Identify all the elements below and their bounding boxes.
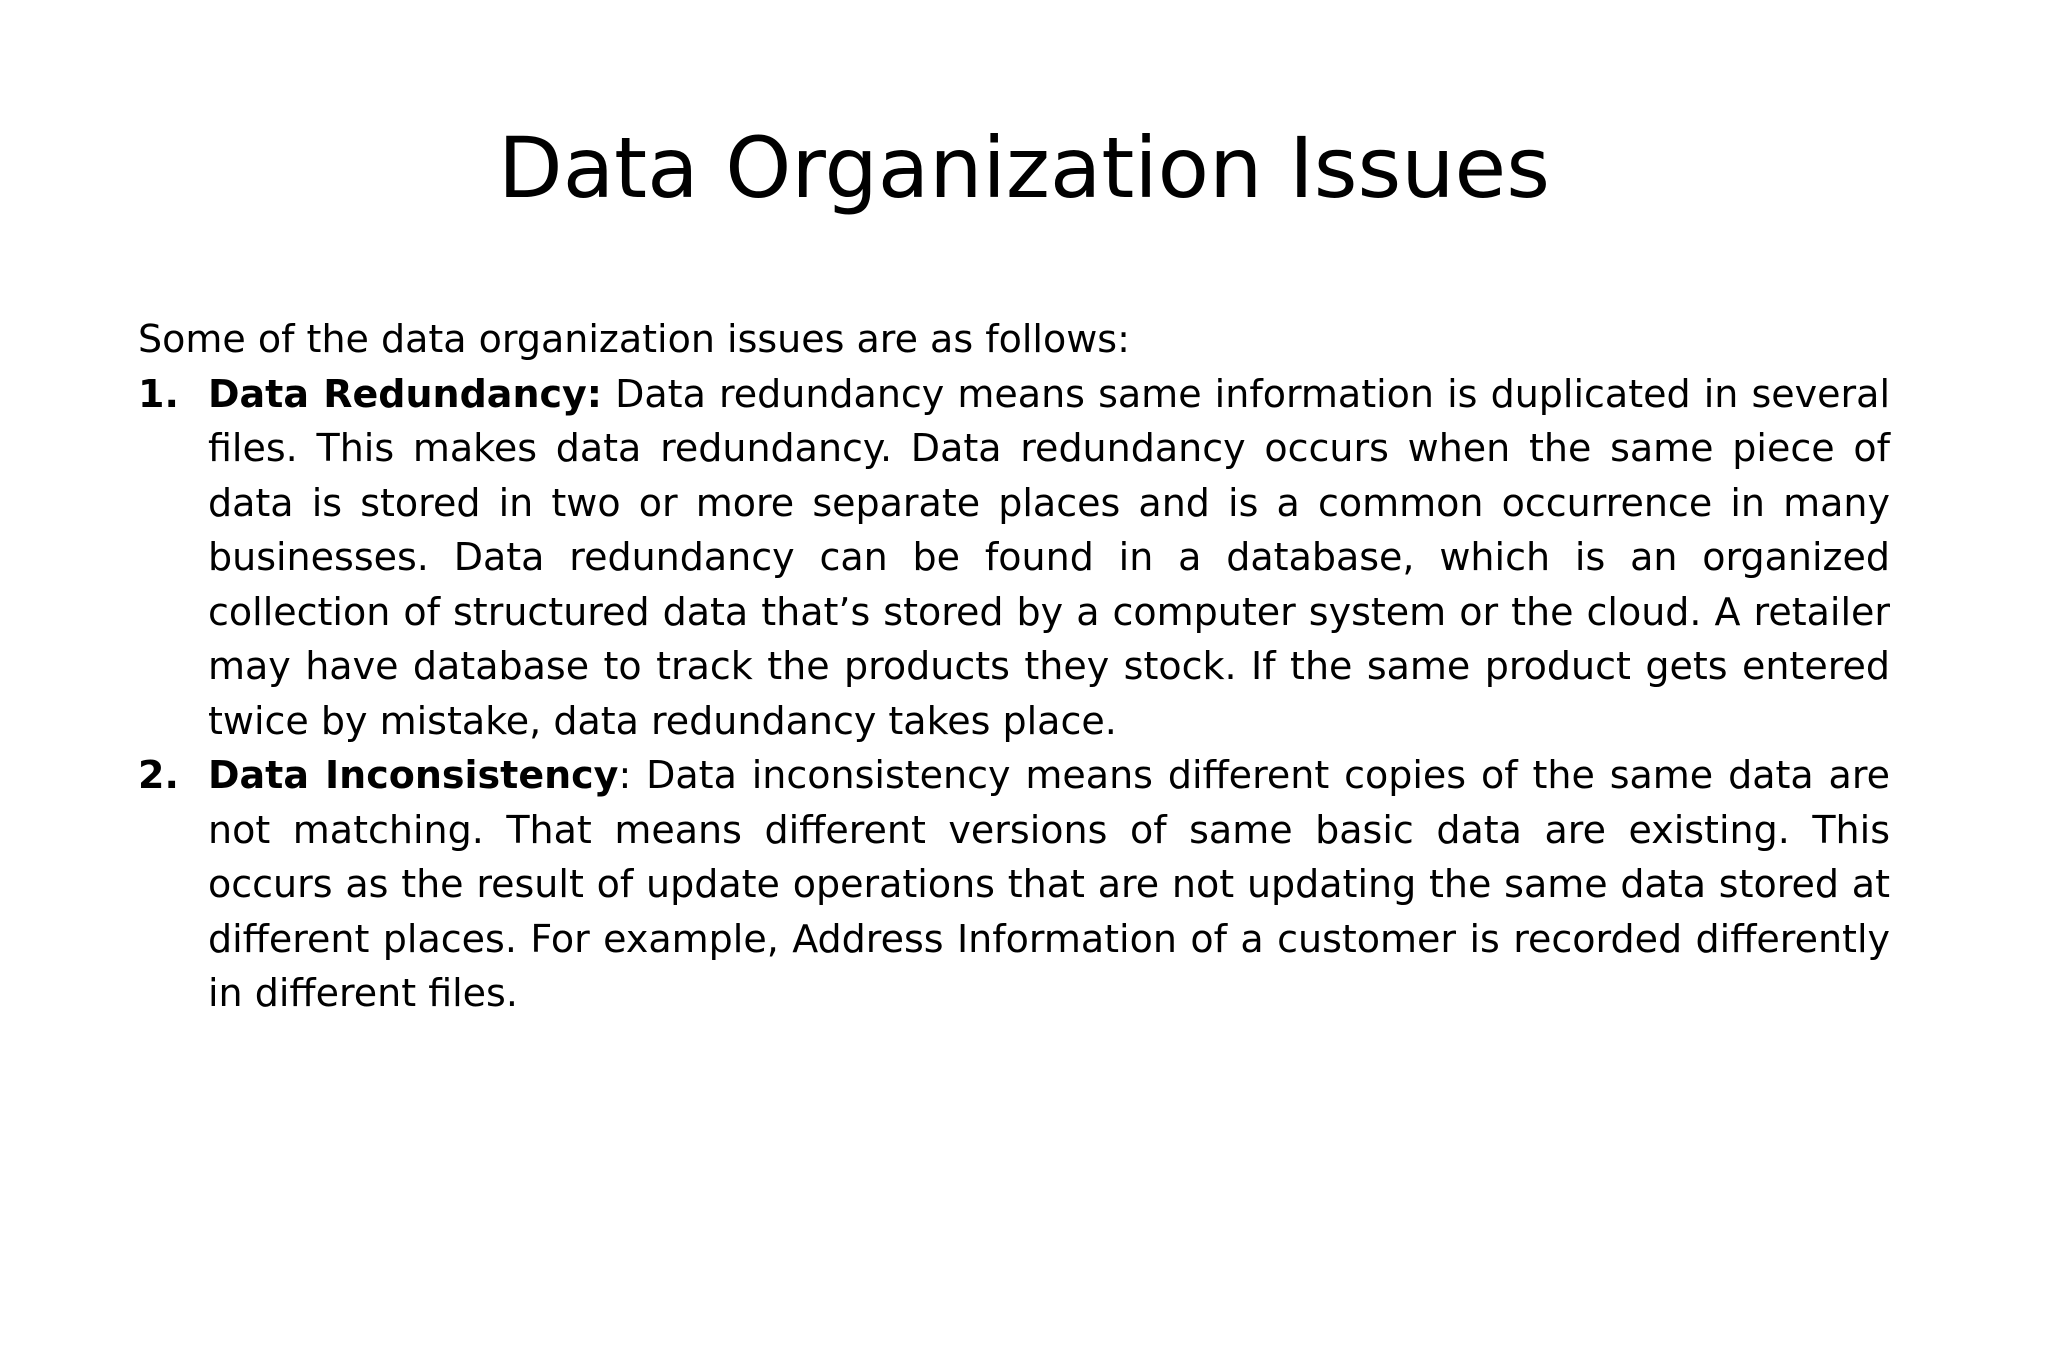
issue-number: 2. [138, 753, 179, 797]
issue-item-data-inconsistency [138, 748, 1890, 1021]
issue-list [138, 367, 1890, 1021]
issue-term: Data Inconsistency [208, 753, 619, 797]
issue-item-data-redundancy [138, 367, 1890, 749]
slide-body [138, 312, 1890, 1021]
slide-title: Data Organization Issues [498, 119, 1550, 217]
issue-description: : Data inconsistency means different copies of the same data are not matching. That means different versions of same basic data are existing. This occurs as the result of update operations that are not updating the same data stored at different places. For example, Address Information of a customer is recorded differently in different files. [208, 753, 1890, 1015]
issue-description: Data redundancy means same information is duplicated in several files. This makes data redundancy. Data redundancy occurs when the same piece of data is stored in two or more separate places and is a common occurrence in many businesses. Data redundancy can be found in a database, which is an organized collection of structured data that’s stored by a computer system or the cloud. A retailer may have database to track the products they stock. If the same product gets entered twice by mistake, data redundancy takes place. [208, 371, 1890, 743]
issue-term: Data Redundancy: [208, 371, 602, 416]
intro-text: Some of the data organization issues are as follows: [138, 317, 1130, 361]
issue-number: 1. [138, 371, 179, 416]
